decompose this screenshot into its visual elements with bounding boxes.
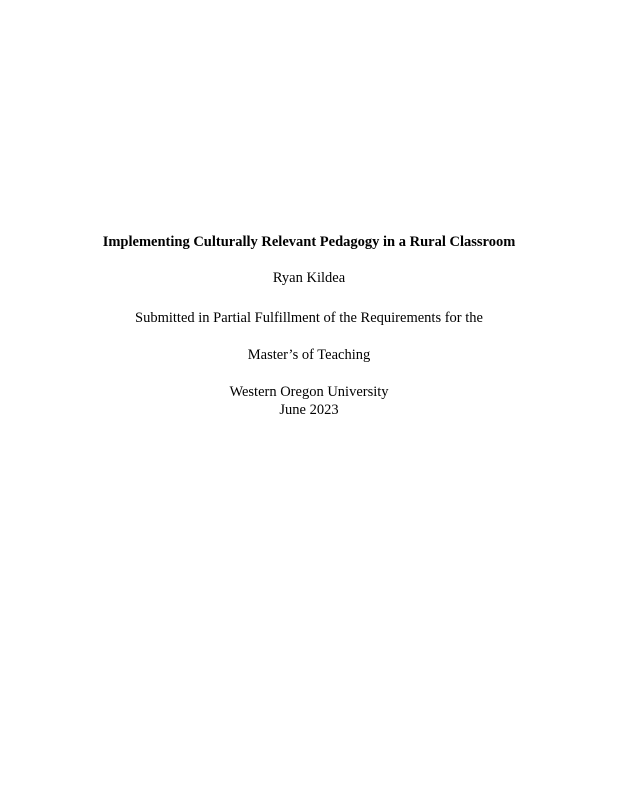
document-title: Implementing Culturally Relevant Pedagogy in a Rural Classroom — [102, 234, 516, 250]
submission-date: June 2023 — [279, 402, 339, 418]
submission-statement: Submitted in Partial Fulfillment of the Requirements for the — [135, 310, 483, 326]
institution-name: Western Oregon University — [229, 384, 389, 400]
degree-name: Master’s of Teaching — [247, 347, 371, 363]
author-name: Ryan Kildea — [272, 270, 346, 286]
